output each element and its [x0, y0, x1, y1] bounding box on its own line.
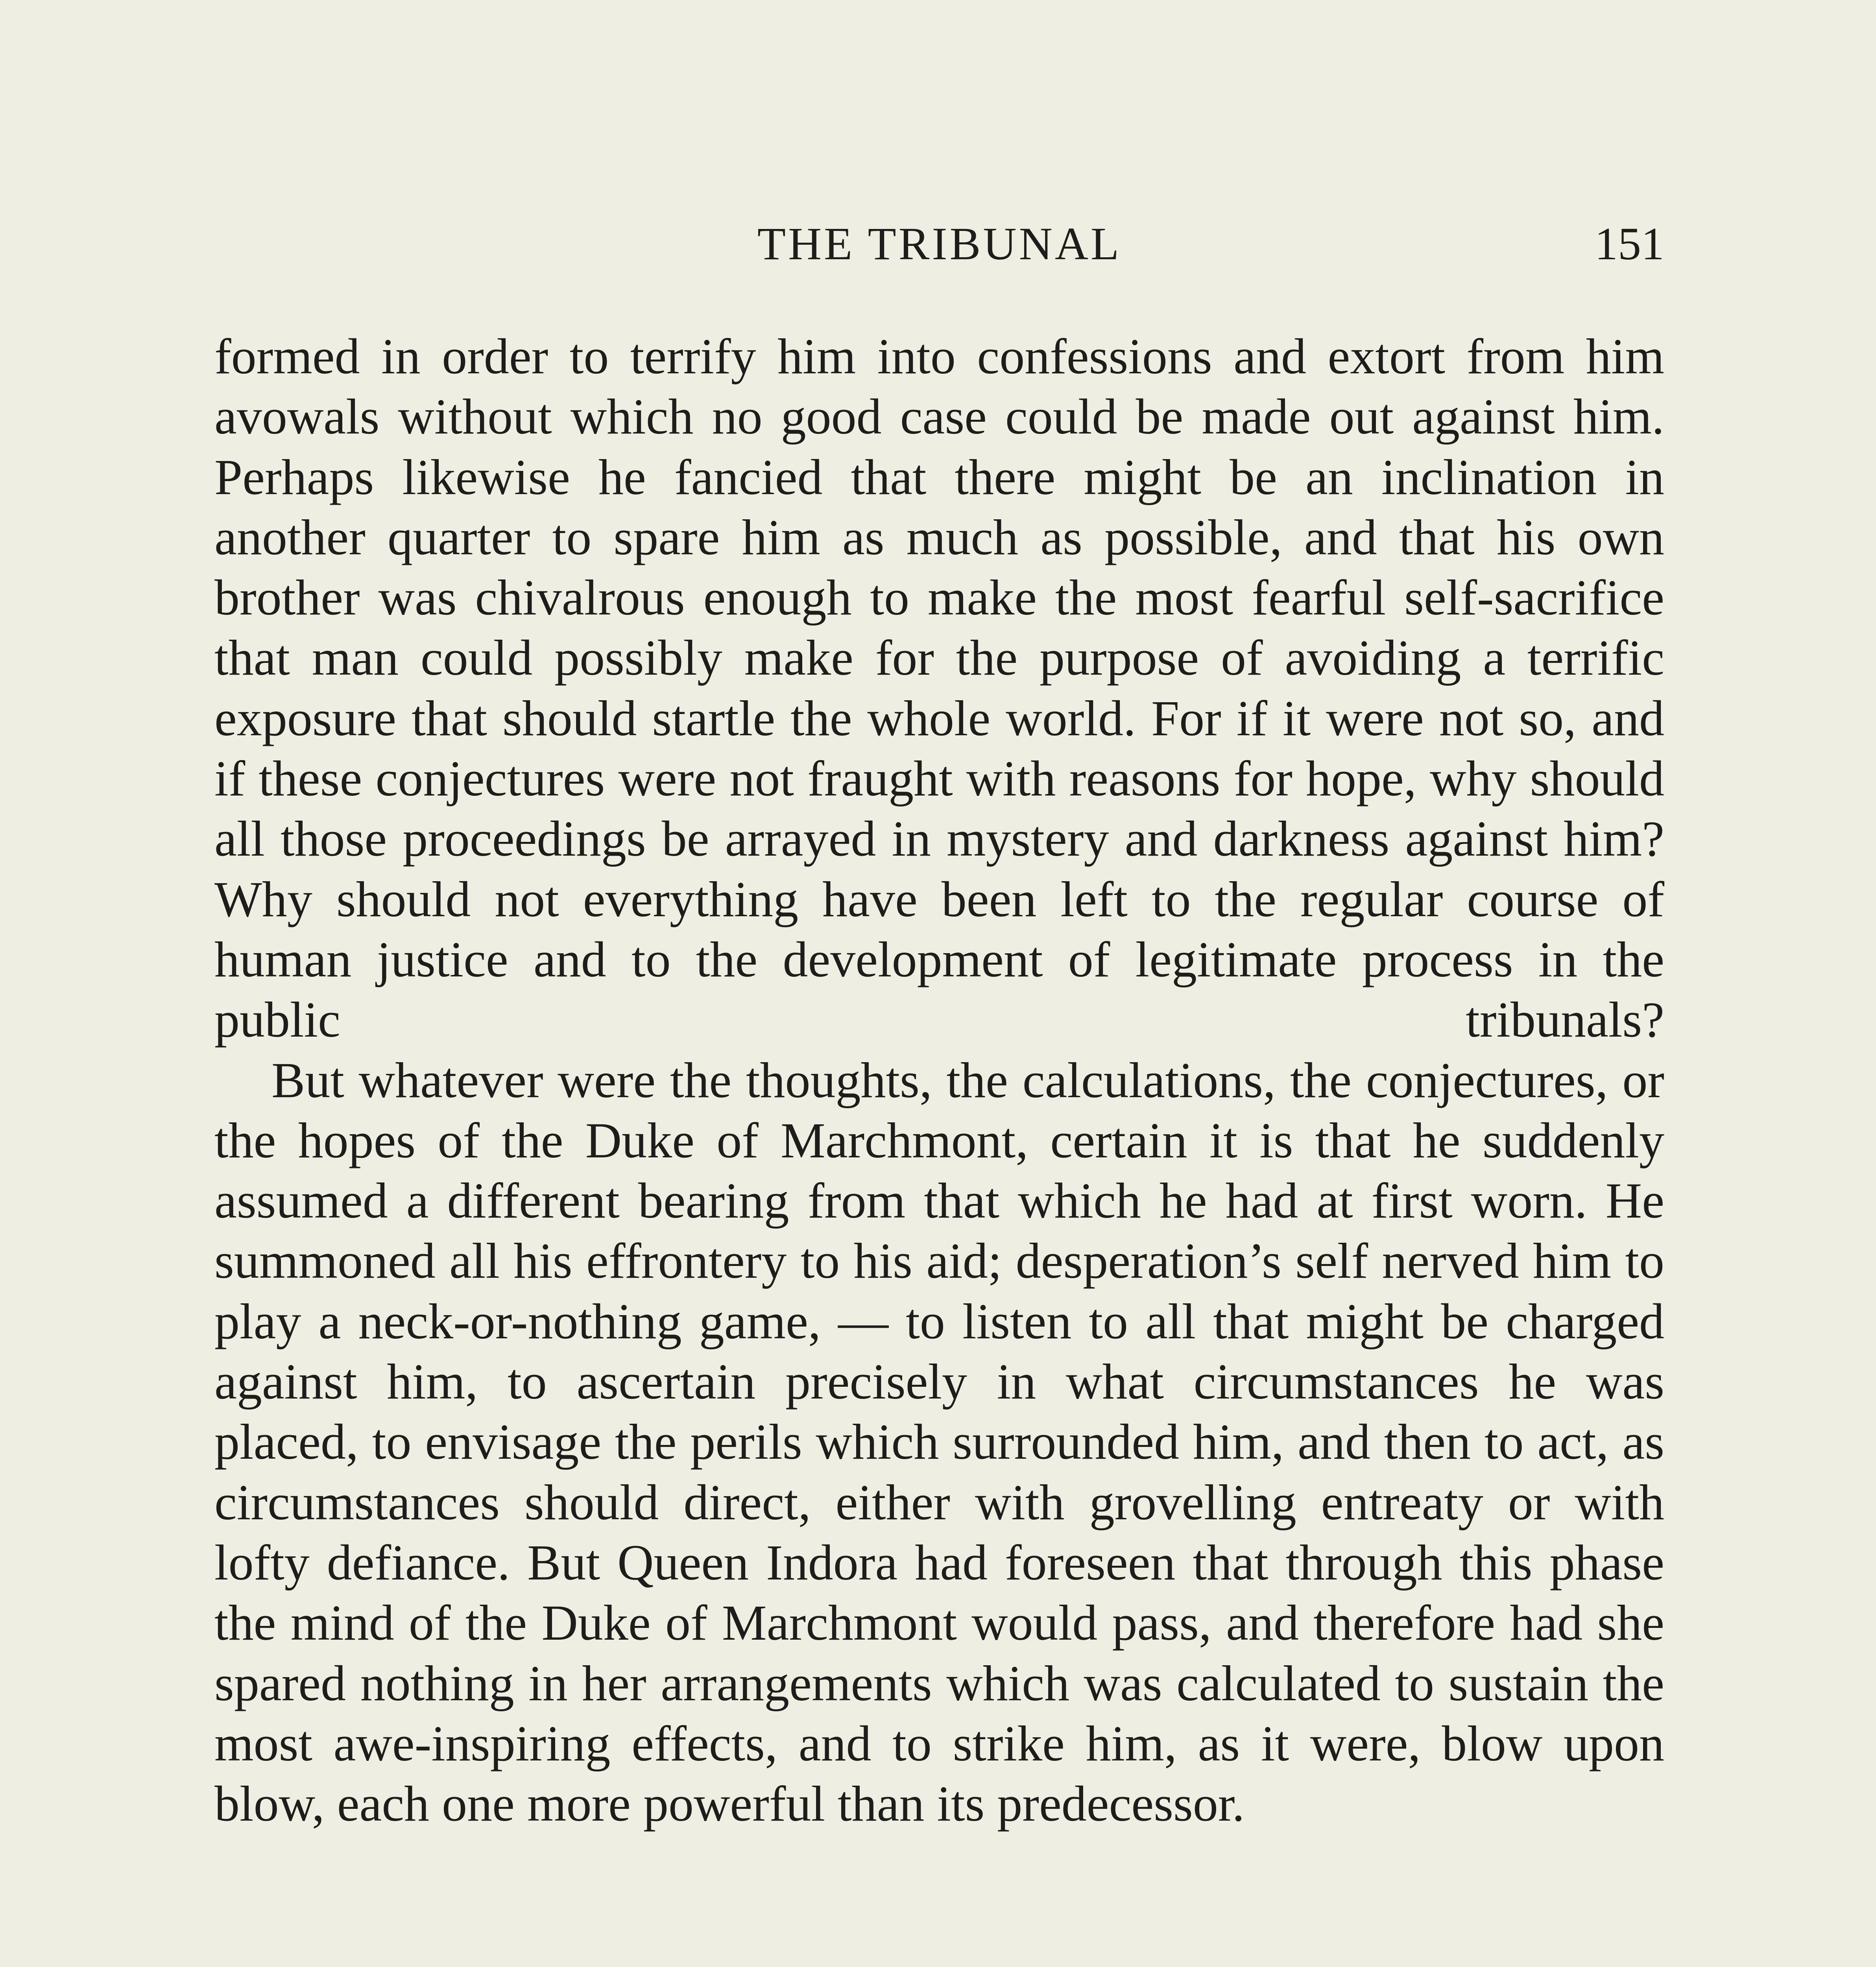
paragraph-2: But whatever were the thoughts, the calculations, the conjectures, or the hopes of the Duke of Marchmont, certain it is that he suddenly assumed a different bearing from that which he had at first worn. He summoned all his effrontery to his aid; desperation’s self nerved him to play a neck-or-nothing game, — to listen to all that might be charged against him, to ascertain precisely in what circumstances he was placed, to envisage the perils which surrounded him, and then to act, as circumstances should direct, either with grovelling entreaty or with lofty defiance. But Queen Indora had foreseen that through this phase the mind of the Duke of Marchmont would pass, and therefore had she spared nothing in her arrangements which was calculated to sustain the most awe-inspiring effects, and to strike him, as it were, blow upon blow, each one more powerful than its predecessor. — [214, 1052, 1664, 1832]
page-number: 151 — [1595, 218, 1664, 269]
page-header — [214, 212, 1664, 275]
paragraph-1: formed in order to terrify him into confessions and extort from him avowals without which no good case could be made out against him. Perhaps likewise he fancied that there might be an inclination in another quarter to spare him as much as possible, and that his own brother was chivalrous enough to make the most fearful self-sacrifice that man could possibly make for the purpose of avoiding a terrific exposure that should startle the whole world. For if it were not so, and if these conjectures were not fraught with reasons for hope, why should all those proceedings be arrayed in mystery and darkness against him? Why should not everything have been left to the regular course of human justice and to the development of legitimate process in the public tribunals? — [214, 328, 1664, 1048]
running-head: THE TRIBUNAL — [757, 218, 1122, 269]
body-text — [214, 327, 1664, 1834]
